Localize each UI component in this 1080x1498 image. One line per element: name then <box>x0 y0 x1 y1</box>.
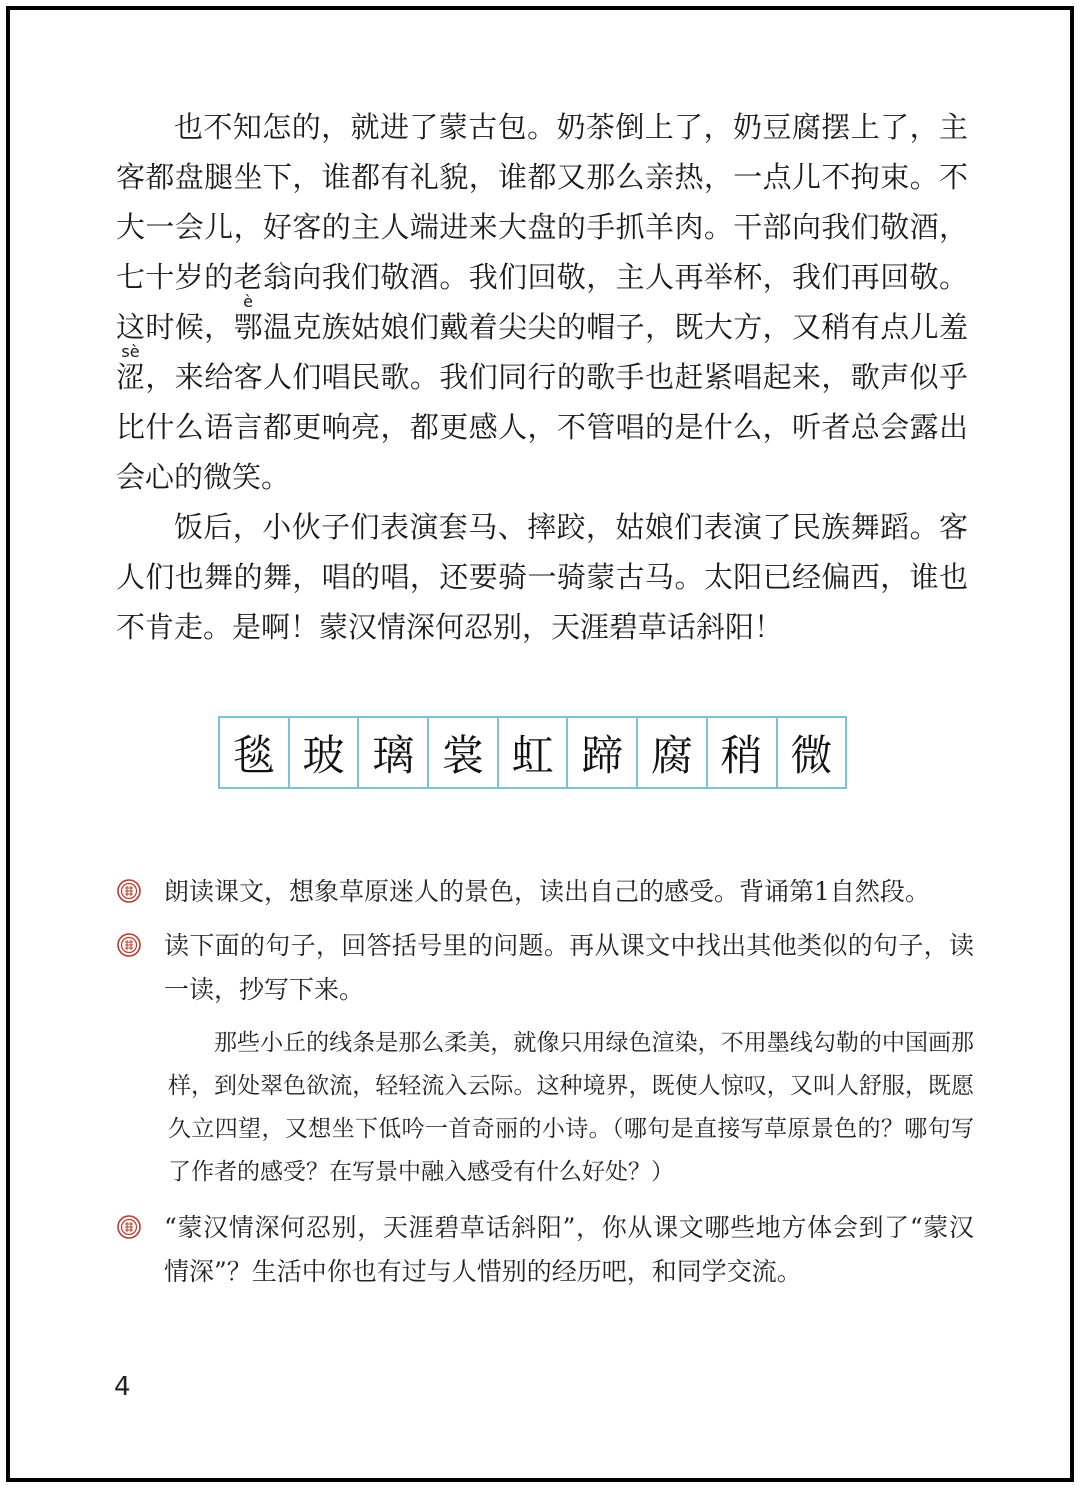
character-cell: 微 <box>778 716 848 789</box>
character-cell: 稍 <box>708 716 778 789</box>
character-cell: 腐 <box>638 716 708 789</box>
exercise-text: 朗读课文，想象草原迷人的景色，读出自己的感受。背诵第1自然段。 <box>164 877 930 906</box>
exercises <box>114 870 974 1304</box>
annotated-character: 鄂è <box>233 292 263 344</box>
example-sentence: 那些小丘的线条是那么柔美，就像只用绿色渲染，不用墨线勾勒的中国画那样，到处翠色欲流，轻轻流入云际。这种境界，既使人惊叹，又叫人舒服，既愿久立四望，又想坐下低吟一首奇丽的小诗。（哪句是直接写草原景色的？哪句写了作者的感受？在写景中融入感受有什么好处？） <box>168 1030 974 1185</box>
seal-bullet-icon <box>116 878 142 904</box>
character-cell: 毯 <box>220 716 290 789</box>
pinyin: è <box>233 292 263 311</box>
exercise-item <box>114 924 974 1012</box>
character-cell: 蹄 <box>568 716 638 789</box>
exercise-text: 读下面的句子，回答括号里的问题。再从课文中找出其他类似的句子，读一读，抄写下来。 <box>164 931 974 1004</box>
text-segment: ，来给客人们唱民歌。我们同行的歌手也赶紧唱起来，歌声似乎比什么语言都更响亮，都更感人，不管唱的是什么，听者总会露出会心的微笑。 <box>116 360 968 494</box>
text-segment: 饭后，小伙子们表演套马、摔跤，姑娘们表演了民族舞蹈。客人们也舞的舞，唱的唱，还要骑一骑蒙古马。太阳已经偏西，谁也不肯走。是啊！蒙汉情深何忍别，天涯碧草话斜阳！ <box>116 510 968 644</box>
text-segment: 温克族姑娘们戴着尖尖的帽子，既大方，又稍有点儿羞 <box>262 310 968 344</box>
character-cell: 虹 <box>499 716 569 789</box>
pinyin: sè <box>116 342 145 361</box>
character-cell: 玻 <box>290 716 360 789</box>
character-cell: 璃 <box>359 716 429 789</box>
textbook-page <box>10 10 1070 1478</box>
paragraph-2 <box>116 502 968 652</box>
page-number: 4 <box>114 1372 131 1402</box>
exercise-item <box>114 870 974 914</box>
seal-bullet-icon <box>116 1214 142 1240</box>
character-cell: 裳 <box>429 716 499 789</box>
seal-bullet-icon <box>116 932 142 958</box>
text-segment: 也不知怎的，就进了蒙古包。奶茶倒上了，奶豆腐摆上了，主客都盘腿坐下，谁都有礼貌，谁都又那么亲热，一点儿不拘束。不大一会儿，好客的主人端进来大盘的手抓羊肉。干部向我们敬酒，七十岁的老翁向我们敬酒。我们回敬，主人再举杯，我们再回敬。这时候， <box>116 110 968 344</box>
lesson-text <box>116 102 968 652</box>
paragraph-1 <box>116 102 968 502</box>
new-characters-grid <box>218 716 847 789</box>
exercise-item <box>114 1206 974 1294</box>
exercise-text: “蒙汉情深何忍别，天涯碧草话斜阳”，你从课文哪些地方体会到了“蒙汉情深”？生活中你也有过与人惜别的经历吧，和同学交流。 <box>164 1213 974 1286</box>
annotated-character: 涩sè <box>116 342 146 394</box>
